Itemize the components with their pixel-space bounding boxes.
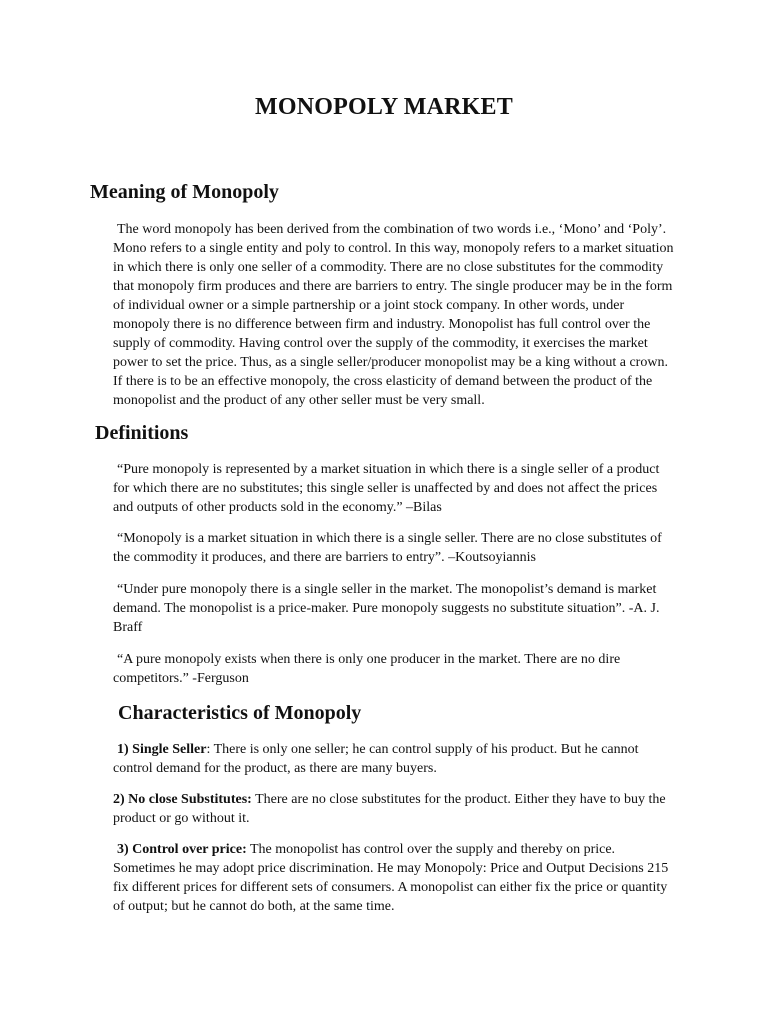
definition-paragraph — [113, 529, 679, 567]
section-heading-meaning: Meaning of Monopoly — [90, 181, 279, 203]
section-heading-definitions: Definitions — [95, 422, 189, 444]
definition-paragraph — [113, 650, 679, 688]
characteristic-text: There are no close substitutes for the product. Either they have to buy the product or go without it. — [113, 792, 666, 826]
definition-text: “Pure monopoly is represented by a market situation in which there is a single seller of a product for which there are no substitutes; this single seller is unaffected by and does not affect the prices and outputs of other products sold in the economy.” –Bilas — [113, 462, 660, 515]
definition-paragraph — [113, 580, 679, 637]
characteristic-paragraph — [113, 790, 679, 828]
page-title: MONOPOLY MARKET — [255, 94, 513, 120]
characteristic-paragraph — [113, 740, 679, 778]
definition-text: “Under pure monopoly there is a single seller in the market. The monopolist’s demand is market demand. The monopolist is a price-maker. Pure monopoly suggests no substitute situation”. -A. J. Braff — [113, 582, 660, 635]
characteristic-paragraph — [113, 840, 679, 916]
section-heading-characteristics: Characteristics of Monopoly — [118, 702, 362, 724]
meaning-paragraph — [113, 220, 679, 410]
definition-text: “Monopoly is a market situation in which there is a single seller. There are no close substitutes of the commodity it produces, and there are barriers to entry”. –Koutsoyiannis — [113, 531, 662, 565]
characteristic-label: 2) No close Substitutes: — [113, 792, 252, 807]
characteristic-text: : There is only one seller; he can control supply of his product. But he cannot control demand for the product, as there are many buyers. — [113, 742, 639, 776]
characteristic-label: 3) Control over price: — [117, 842, 247, 857]
definition-paragraph — [113, 460, 679, 517]
definition-text: “A pure monopoly exists when there is only one producer in the market. There are no dire competitors.” -Ferguson — [113, 652, 621, 686]
meaning-text: The word monopoly has been derived from the combination of two words i.e., ‘Mono’ and ‘Poly’. Mono refers to a single entity and poly to control. In this way, monopoly refers to a market situation in which there is only one seller of a commodity. There are no close substitutes for the commodity that monopoly firm produces and there are barriers to entry. The single producer may be in the form of individual owner or a simple partnership or a joint stock company. In other words, under monopoly there is no difference between firm and industry. Monopolist has full control over the supply of commodity. Having control over the supply of the commodity, it exercises the market power to set the price. Thus, as a single seller/producer monopolist may be a king without a crown. If there is to be an effective monopoly, the cross elasticity of demand between the product of the monopolist and the product of any other seller must be very small. — [113, 222, 674, 408]
characteristic-label: 1) Single Seller — [117, 742, 207, 757]
characteristic-text: The monopolist has control over the supply and thereby on price. Sometimes he may adopt price discrimination. He may Monopoly: Price and Output Decisions 215 fix different prices for different sets of consumers. A monopolist can either fix the price or quantity of output; but he cannot do both, at the same time. — [113, 842, 669, 914]
